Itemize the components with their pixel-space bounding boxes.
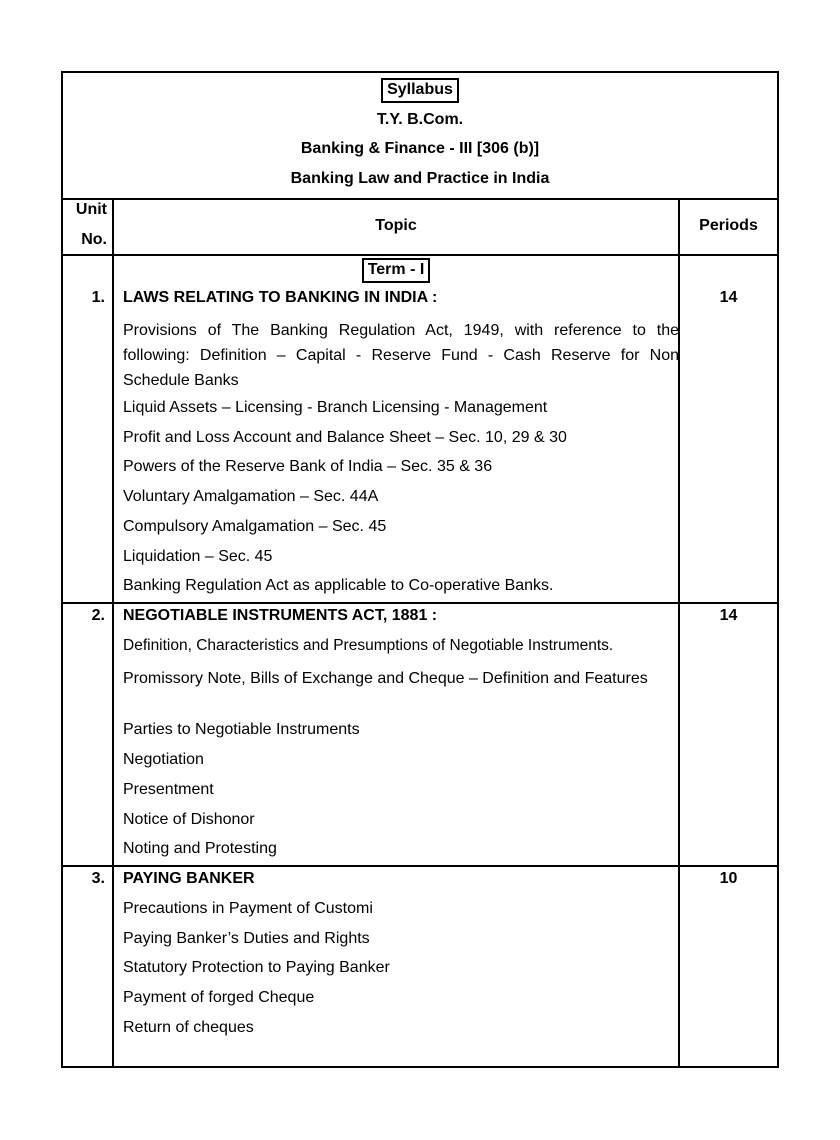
unit-3-number: 3. [91,870,105,887]
unit-2-item: Negotiation [123,751,204,768]
unit-2-item: Definition, Characteristics and Presumptions of Negotiable Instruments. [123,637,614,654]
unit-1-periods: 14 [719,289,738,306]
unit-1-item: Compulsory Amalgamation – Sec. 45 [123,518,387,535]
unit-3-item: Paying Banker’s Duties and Rights [123,930,370,947]
unit-1-item: Voluntary Amalgamation – Sec. 44A [123,488,379,505]
unit-3-item: Return of cheques [123,1019,254,1036]
topic-column-header: Topic [114,198,678,256]
syllabus-label: Syllabus [381,78,459,103]
unit-1-item: Banking Regulation Act as applicable to Co-operative Banks. [123,577,554,594]
row-divider [63,602,777,604]
unit-3-item: Payment of forged Cheque [123,989,315,1006]
unit-2-number: 2. [91,607,105,624]
unit-2-item: Noting and Protesting [123,840,277,857]
unit-2-item: Parties to Negotiable Instruments [123,721,360,738]
unit-1-item: Liquid Assets – Licensing - Branch Licensing - Management [123,399,548,416]
unit-column-header: Unit No. [63,198,112,256]
paper-title: Banking & Finance - III [306 (b)] [300,140,540,157]
term-label: Term - I [362,258,431,283]
unit-2-item: Presentment [123,781,214,798]
unit-1-number: 1. [91,289,105,306]
unit-3-item: Precautions in Payment of Customi [123,900,373,917]
unit-1-title: LAWS RELATING TO BANKING IN INDIA : [123,289,438,306]
syllabus-header [63,73,777,200]
syllabus-table [61,71,779,1068]
unit-1-item: Powers of the Reserve Bank of India – Sec. 35 & 36 [123,458,493,475]
unit-1-item: Liquidation – Sec. 45 [123,548,273,565]
periods-column-header: Periods [680,198,777,256]
row-divider [63,865,777,867]
unit-1-item: Profit and Loss Account and Balance Sheet – Sec. 10, 29 & 30 [123,429,567,446]
unit-2-item: Notice of Dishonor [123,811,255,828]
column-divider-unit [112,198,114,1066]
unit-3-title: PAYING BANKER [123,870,255,887]
unit-3-periods: 10 [719,870,738,887]
unit-2-periods: 14 [719,607,738,624]
unit-1-item: Provisions of The Banking Regulation Act, 1949, with reference to the following: Definition – Capital - Reserve Fund - Cash Reserve for Non Schedule Banks [123,322,679,389]
subject-title: Banking Law and Practice in India [290,170,550,187]
unit-3-item: Statutory Protection to Paying Banker [123,959,390,976]
unit-2-title: NEGOTIABLE INSTRUMENTS ACT, 1881 : [123,607,438,624]
unit-2-item: Promissory Note, Bills of Exchange and Cheque – Definition and Features [123,670,648,687]
class-title: T.Y. B.Com. [376,111,464,128]
